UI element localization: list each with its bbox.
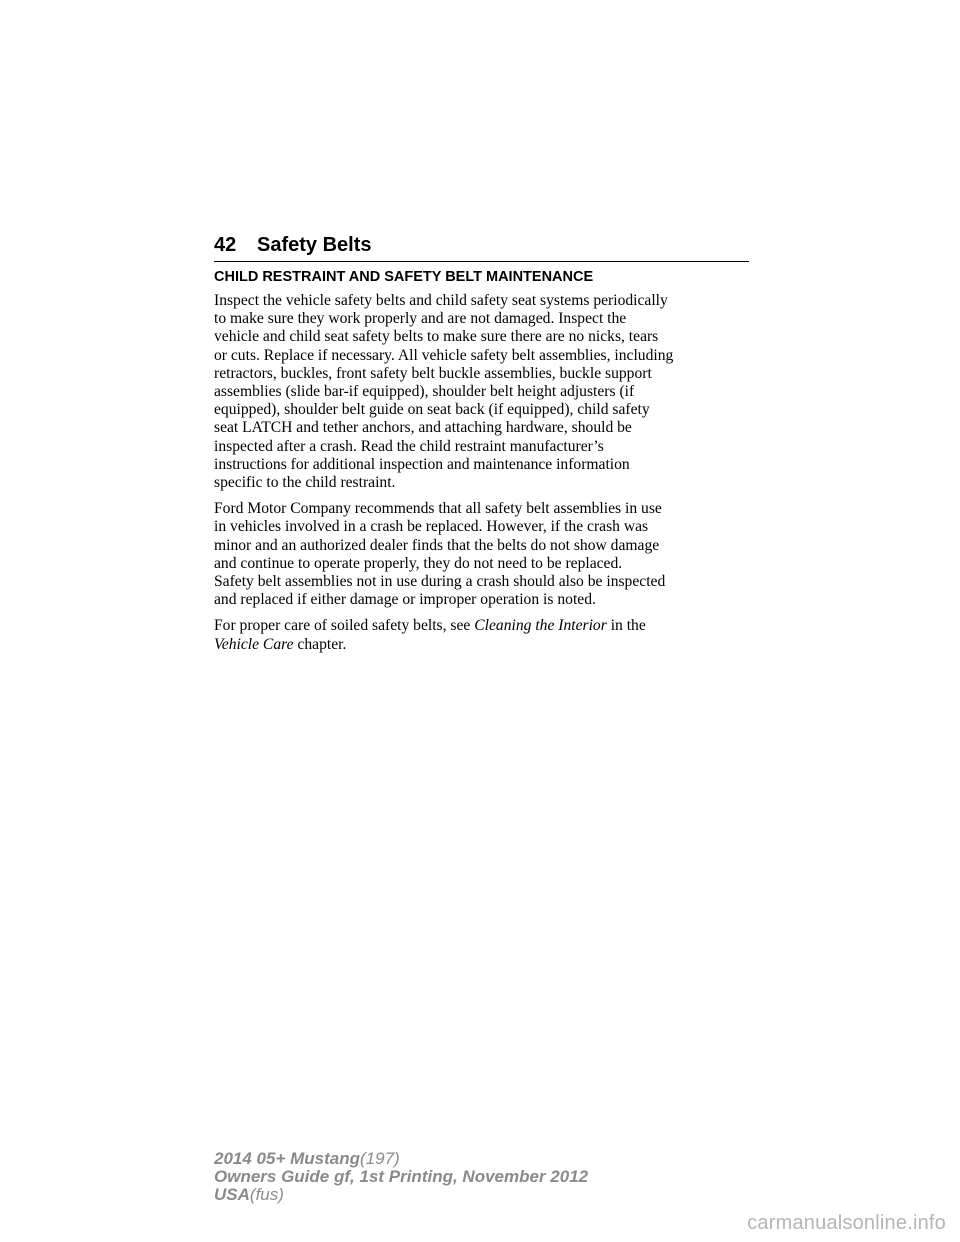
- paragraph-line: in vehicles involved in a crash be replaced. However, if the crash was: [214, 518, 649, 536]
- paragraph-line: minor and an authorized dealer finds that the belts do not show damage: [214, 536, 660, 554]
- paragraph-inspection: [214, 292, 754, 492]
- paragraph-line: [214, 617, 754, 635]
- page-number: 42: [214, 234, 237, 256]
- care-text: chapter.: [293, 635, 347, 653]
- footer-market: USA: [214, 1185, 250, 1204]
- paragraph-line: and continue to operate properly, they do not need to be replaced.: [214, 554, 623, 572]
- page-header: [214, 231, 749, 262]
- print-footer: [214, 1150, 588, 1204]
- chapter-title: Safety Belts: [257, 234, 372, 256]
- paragraph-line: Inspect the vehicle safety belts and child safety seat systems periodically: [214, 292, 668, 309]
- paragraph-line: Ford Motor Company recommends that all safety belt assemblies in use: [214, 500, 662, 518]
- paragraph-line: equipped), shoulder belt guide on seat back (if equipped), child safety: [214, 401, 650, 419]
- cross-reference-vehicle-care: Vehicle Care: [214, 635, 294, 653]
- footer-code: (197): [360, 1149, 400, 1168]
- paragraph-line: or cuts. Replace if necessary. All vehicle safety belt assemblies, including: [214, 346, 674, 364]
- footer-model: 2014 05+ Mustang: [214, 1149, 360, 1168]
- paragraph-line: instructions for additional inspection and maintenance information: [214, 455, 630, 473]
- paragraph-line: inspected after a crash. Read the child restraint manufacturer’s: [214, 437, 604, 455]
- paragraph-line: [214, 636, 754, 654]
- paragraph-line: assemblies (slide bar-if equipped), shoulder belt height adjusters (if: [214, 383, 635, 401]
- paragraph-line: specific to the child restraint.: [214, 474, 396, 492]
- footer-printing: Owners Guide gf, 1st Printing, November 2012: [214, 1167, 589, 1186]
- paragraph-line: retractors, buckles, front safety belt buckle assemblies, buckle support: [214, 364, 652, 382]
- footer-market-code: (fus): [249, 1185, 284, 1204]
- cross-reference-cleaning-interior: Cleaning the Interior: [474, 617, 607, 635]
- paragraph-line: vehicle and child seat safety belts to make sure there are no nicks, tears: [214, 328, 659, 346]
- footer-line: [214, 1186, 588, 1204]
- section-heading: CHILD RESTRAINT AND SAFETY BELT MAINTENANCE: [214, 269, 594, 285]
- care-text: in the: [606, 617, 646, 635]
- paragraph-line: Safety belt assemblies not in use during a crash should also be inspected: [214, 573, 666, 591]
- site-watermark: carmanualsonline.info: [747, 1212, 946, 1234]
- paragraph-line: to make sure they work properly and are not damaged. Inspect the: [214, 310, 627, 328]
- paragraph-line: seat LATCH and tether anchors, and attaching hardware, should be: [214, 419, 632, 437]
- paragraph-line: and replaced if either damage or improper operation is noted.: [214, 591, 596, 609]
- paragraph-replacement: [214, 500, 754, 609]
- paragraph-care: [214, 617, 754, 653]
- footer-line: [214, 1150, 588, 1168]
- page-content: [214, 268, 754, 662]
- care-text: For proper care of soiled safety belts, see: [214, 617, 475, 635]
